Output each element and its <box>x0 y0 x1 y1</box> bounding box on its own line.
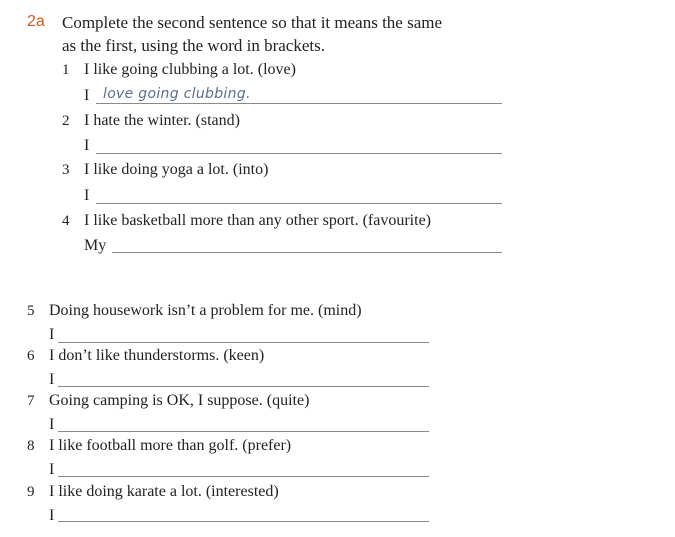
item-number: 4 <box>62 213 70 229</box>
instruction-line-1: Complete the second sentence so that it means the same <box>62 13 443 32</box>
item-number: 7 <box>27 393 35 409</box>
item-number: 3 <box>62 162 70 178</box>
item-sentence: Doing housework isn’t a problem for me. (mind) <box>49 302 362 319</box>
item-sentence: I hate the winter. (stand) <box>84 112 240 129</box>
answer-line[interactable] <box>112 252 502 253</box>
item-sentence: I like football more than golf. (prefer) <box>49 437 292 454</box>
item-sentence: I like doing yoga a lot. (into) <box>84 161 269 178</box>
item-number: 6 <box>27 348 35 364</box>
item-sentence: Going camping is OK, I suppose. (quite) <box>49 392 310 409</box>
instruction-line-2: as the first, using the word in brackets. <box>62 36 325 55</box>
item-sentence: I like doing karate a lot. (interested) <box>49 483 279 500</box>
item-lead-word: I <box>49 507 55 524</box>
item-lead-word: My <box>84 237 107 254</box>
answer-line[interactable] <box>58 431 429 432</box>
handwritten-answer: love going clubbing. <box>103 86 251 102</box>
item-lead-word: I <box>84 87 90 104</box>
item-number: 8 <box>27 438 35 454</box>
answer-line[interactable] <box>58 342 429 343</box>
item-lead-word: I <box>49 461 55 478</box>
item-sentence: I like basketball more than any other sport. (favourite) <box>84 212 431 229</box>
item-lead-word: I <box>49 416 55 433</box>
answer-line[interactable] <box>96 153 502 154</box>
item-sentence: I don’t like thunderstorms. (keen) <box>49 347 265 364</box>
answer-line[interactable] <box>96 203 502 204</box>
answer-line[interactable] <box>96 103 502 104</box>
item-lead-word: I <box>84 187 90 204</box>
answer-line[interactable] <box>58 521 429 522</box>
item-lead-word: I <box>49 371 55 388</box>
exercise-number: 2a <box>27 13 45 30</box>
item-number: 1 <box>62 62 70 78</box>
item-lead-word: I <box>49 326 55 343</box>
item-lead-word: I <box>84 137 90 154</box>
item-number: 9 <box>27 484 35 500</box>
item-number: 5 <box>27 303 35 319</box>
answer-line[interactable] <box>58 476 429 477</box>
answer-line[interactable] <box>58 386 429 387</box>
item-number: 2 <box>62 113 70 129</box>
item-sentence: I like going clubbing a lot. (love) <box>84 61 296 78</box>
